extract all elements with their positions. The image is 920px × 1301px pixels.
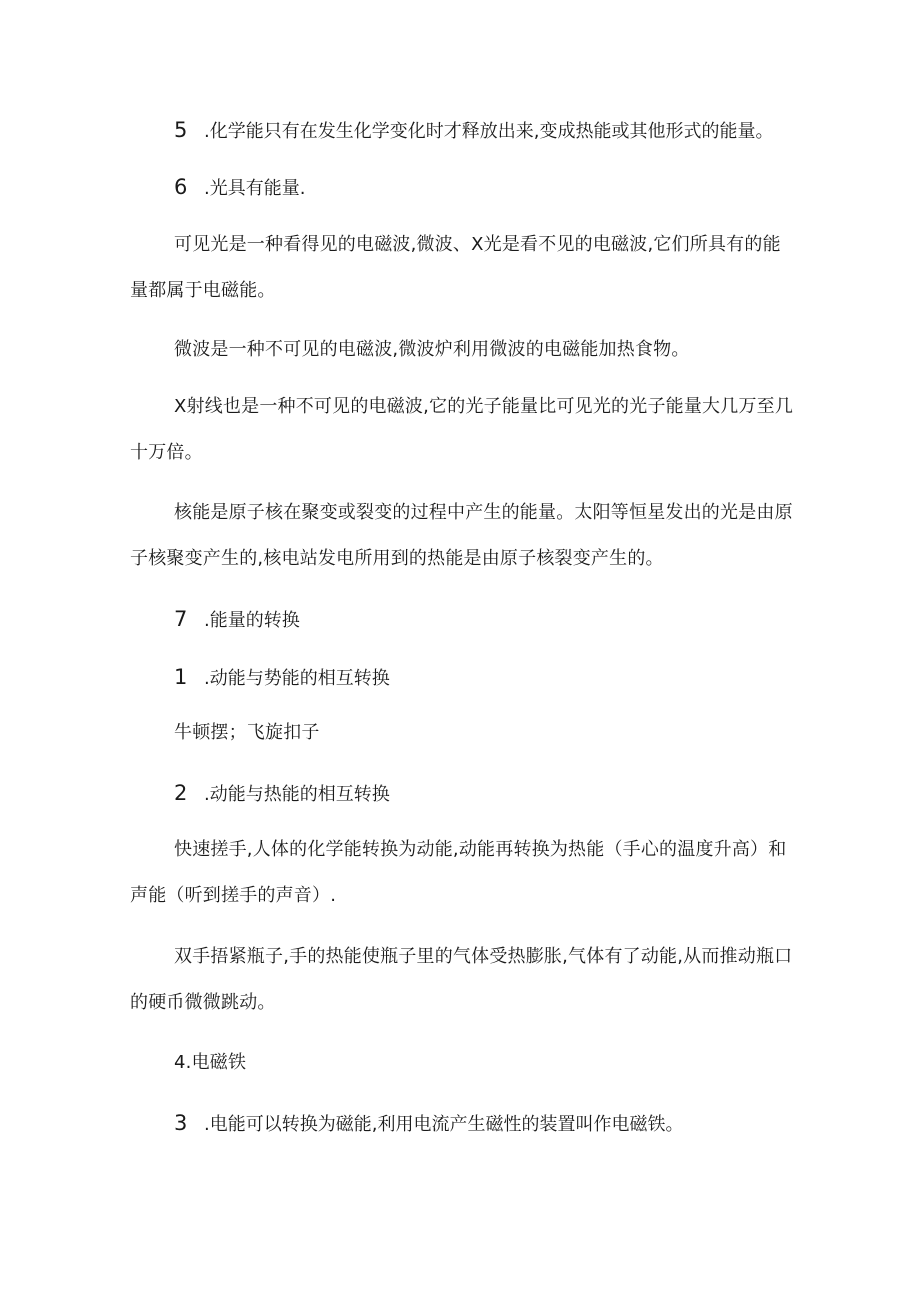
item-text: .光具有能量. <box>204 178 306 199</box>
paragraph-examples: 牛顿摆；飞旋扣子 <box>174 722 320 743</box>
item-text: .动能与热能的相互转换 <box>204 784 390 805</box>
item-number: 7 <box>174 607 188 631</box>
item-text: .动能与势能的相互转换 <box>204 668 390 689</box>
heading-electromagnet: 4.电磁铁 <box>174 1052 247 1073</box>
paragraph-visible-light: 可见光是一种看得见的电磁波,微波、X光是看不见的电磁波,它们所具有的能量都属于电磁能。 <box>130 234 781 301</box>
item-7-heading <box>174 606 300 634</box>
item-number: 3 <box>174 1111 188 1135</box>
paragraph-x-ray: X射线也是一种不可见的电磁波,它的光子能量比可见光的光子能量大几万至几十万倍。 <box>130 396 794 463</box>
item-number: 6 <box>174 175 188 199</box>
item-3-heading <box>174 1110 683 1138</box>
paragraph-bottle-coin: 双手捂紧瓶子,手的热能使瓶子里的气体受热膨胀,气体有了动能,从而推动瓶口的硬币微微跳动。 <box>130 946 793 1013</box>
paragraph-rubbing-hands: 快速搓手,人体的化学能转换为动能,动能再转换为热能（手心的温度升高）和声能（听到搓手的声音）. <box>130 839 787 906</box>
item-1-heading <box>174 664 390 692</box>
item-5-heading <box>174 117 773 145</box>
item-text: .电能可以转换为磁能,利用电流产生磁性的装置叫作电磁铁。 <box>204 1114 684 1135</box>
paragraph-nuclear-energy: 核能是原子核在聚变或裂变的过程中产生的能量。太阳等恒星发出的光是由原子核聚变产生的,核电站发电所用到的热能是由原子核裂变产生的。 <box>130 502 793 569</box>
item-text: .化学能只有在发生化学变化时才释放出来,变成热能或其他形式的能量。 <box>204 121 774 142</box>
item-2-heading <box>174 780 390 808</box>
item-text: .能量的转换 <box>204 610 300 631</box>
item-number: 2 <box>174 781 188 805</box>
item-6-heading <box>174 174 305 202</box>
item-number: 5 <box>174 118 188 142</box>
paragraph-microwave: 微波是一种不可见的电磁波,微波炉利用微波的电磁能加热食物。 <box>174 339 690 360</box>
item-number: 1 <box>174 665 188 689</box>
